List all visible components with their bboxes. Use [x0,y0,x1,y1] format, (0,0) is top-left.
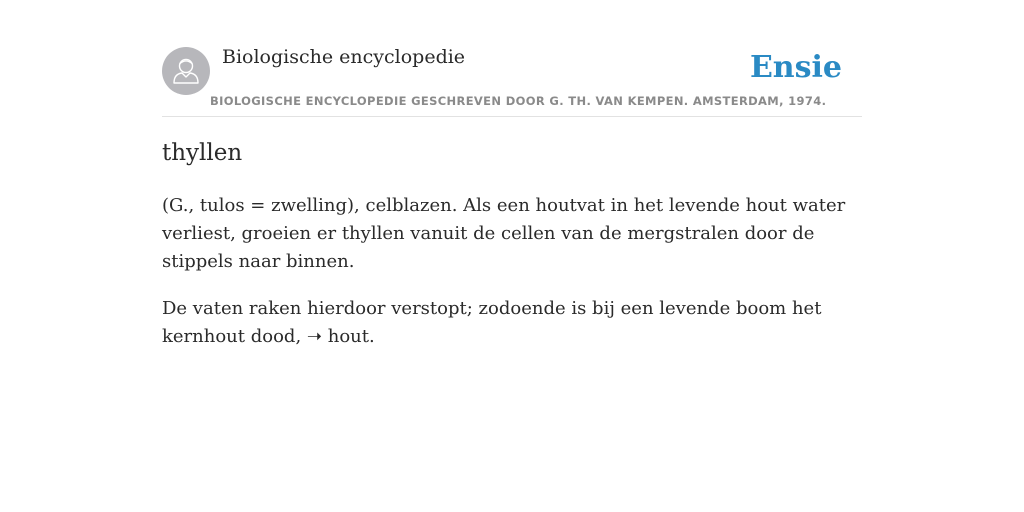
entry-body [162,192,862,370]
source-header [162,42,862,117]
entry-paragraph [162,295,862,351]
arrow-right-icon: ➝ [306,326,323,347]
source-subtitle: BIOLOGISCHE ENCYCLOPEDIE GESCHREVEN DOOR G. TH. VAN KEMPEN. AMSTERDAM, 1974. [210,94,827,108]
ensie-logo-link[interactable]: Ensie [749,50,842,85]
user-placeholder-icon[interactable] [162,47,210,95]
entry-paragraph-end: . [369,326,375,347]
source-title[interactable]: Biologische encyclopedie [222,46,466,68]
cross-reference-link[interactable]: hout [327,326,370,347]
entry-title: thyllen [162,140,243,166]
entry-paragraph: (G., tulos = zwelling), celblazen. Als een houtvat in het levende hout water verliest, groeien er thyllen vanuit de cellen van de mergstralen door de stippels naar binnen. [162,195,846,272]
entry-paragraph-text: De vaten raken hierdoor verstopt; zodoende is bij een levende boom het kernhout dood, [162,298,822,347]
